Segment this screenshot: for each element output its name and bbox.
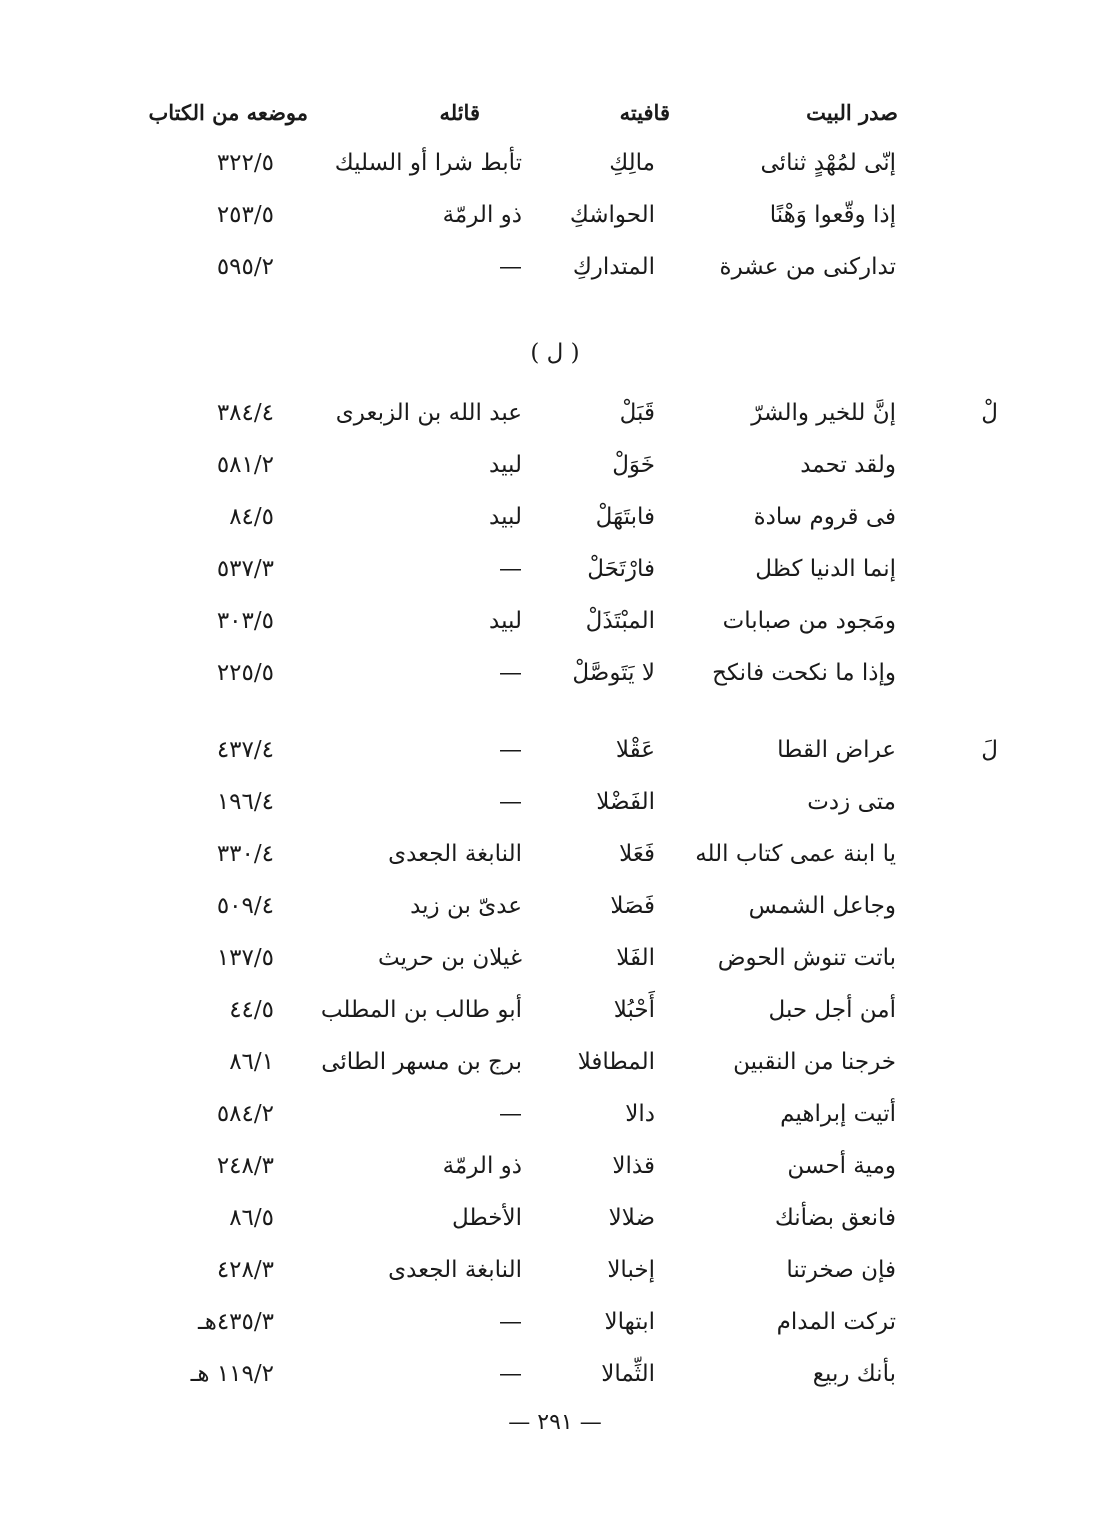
table-row — [0, 660, 1110, 706]
header-qafia: قافيته — [619, 100, 670, 125]
header-qail: قائله — [439, 100, 480, 125]
verse-reference: ٣٠٣/٥ — [216, 608, 274, 634]
table-row — [0, 254, 1110, 300]
verse-opening: إنَّ للخير والشرّ — [751, 400, 896, 426]
verse-opening: إذا وقّعوا وَهْنًا — [769, 202, 896, 228]
page-number: — ٢٩١ — — [508, 1410, 602, 1435]
verse-reference: ٤٢٨/٣ — [216, 1257, 274, 1283]
verse-rhyme: قَبَلْ — [619, 400, 655, 426]
verse-opening: بأنك ربيع — [812, 1361, 896, 1387]
verse-poet: — — [499, 1309, 522, 1335]
verse-rhyme: قذالا — [612, 1153, 655, 1179]
table-row — [0, 1361, 1110, 1407]
verse-rhyme: إخبالا — [607, 1257, 655, 1283]
verse-opening: فإن صخرتنا — [786, 1257, 896, 1283]
verse-opening: باتت تنوش الحوض — [717, 945, 896, 971]
verse-opening: فانعق بضأنك — [774, 1205, 896, 1231]
verse-opening: أتيت إبراهيم — [780, 1101, 896, 1127]
verse-opening: فى قروم سادة — [753, 504, 896, 530]
verse-rhyme: فارْتَحَلْ — [587, 556, 655, 582]
verse-reference: ٤٣٥/٣هـ — [197, 1309, 274, 1335]
verse-poet: — — [499, 556, 522, 582]
verse-poet: أبو طالب بن المطلب — [320, 997, 522, 1023]
verse-rhyme: دالا — [625, 1101, 655, 1127]
verse-poet: غيلان بن حريث — [377, 945, 522, 971]
verse-rhyme: الفَضْلا — [596, 789, 655, 815]
verse-poet: النابغة الجعدى — [388, 841, 522, 867]
verse-poet: تأبط شرا أو السليك — [334, 150, 522, 176]
table-row — [0, 893, 1110, 939]
verse-poet: لبيد — [489, 452, 522, 478]
table-row — [0, 1309, 1110, 1355]
verse-opening: يا ابنة عمى كتاب الله — [695, 841, 896, 867]
verse-rhyme: فابتَهَلْ — [595, 504, 655, 530]
table-row — [0, 1153, 1110, 1199]
verse-reference: ١٣٧/٥ — [216, 945, 274, 971]
verse-rhyme: فَعَلا — [619, 841, 655, 867]
table-row — [0, 997, 1110, 1043]
verse-opening: ومية أحسن — [787, 1153, 896, 1179]
table-row — [0, 1205, 1110, 1251]
verse-reference: ١١٩/٢ هـ — [190, 1361, 274, 1387]
table-header — [0, 100, 1110, 140]
verse-rhyme: عَقْلا — [615, 737, 655, 763]
header-sadr: صدر البيت — [806, 100, 898, 125]
verse-opening: متى زدت — [807, 789, 896, 815]
verse-reference: ٣٢٢/٥ — [216, 150, 274, 176]
section-heading: ( ل ) — [530, 340, 580, 366]
table-row — [0, 737, 1110, 783]
verse-rhyme: مالِكِ — [609, 150, 655, 176]
table-row — [0, 1257, 1110, 1303]
verse-poet: عبد الله بن الزبعرى — [335, 400, 522, 426]
table-row — [0, 202, 1110, 248]
verse-reference: ١٩٦/٤ — [216, 789, 274, 815]
verse-rhyme: ضلالا — [608, 1205, 655, 1231]
table-row — [0, 789, 1110, 835]
verse-rhyme: الفَلا — [616, 945, 655, 971]
verse-poet: — — [499, 789, 522, 815]
table-row — [0, 841, 1110, 887]
verse-reference: ٢٢٥/٥ — [216, 660, 274, 686]
verse-rhyme: الحواشكِ — [569, 202, 655, 228]
table-row — [0, 945, 1110, 991]
verse-poet: — — [499, 737, 522, 763]
verse-reference: ٨٦/١ — [229, 1049, 274, 1075]
verse-rhyme: خَوَلْ — [612, 452, 655, 478]
verse-poet: لبيد — [489, 504, 522, 530]
verse-rhyme: المتداركِ — [572, 254, 655, 280]
verse-reference: ٢٤٨/٣ — [216, 1153, 274, 1179]
verse-reference: ٣٣٠/٤ — [216, 841, 274, 867]
verse-opening: إنما الدنيا كظل — [755, 556, 896, 582]
verse-poet: — — [499, 660, 522, 686]
verse-reference: ٨٤/٥ — [229, 504, 274, 530]
verse-rhyme: المطافلا — [577, 1049, 655, 1075]
verse-rhyme: المبْتَذَلْ — [585, 608, 655, 634]
verse-reference: ٤٤/٥ — [229, 997, 274, 1023]
verse-poet: — — [499, 1361, 522, 1387]
table-row — [0, 608, 1110, 654]
verse-reference: ٤٣٧/٤ — [216, 737, 274, 763]
table-row — [0, 1101, 1110, 1147]
table-row — [0, 1049, 1110, 1095]
rhyme-group-label: لَ — [981, 737, 998, 763]
verse-poet: الأخطل — [451, 1205, 522, 1231]
verse-opening: أمن أجل حبل — [768, 997, 896, 1023]
verse-reference: ٥٣٧/٣ — [216, 556, 274, 582]
verse-reference: ٢٥٣/٥ — [216, 202, 274, 228]
table-row — [0, 400, 1110, 446]
table-row — [0, 150, 1110, 196]
verse-rhyme: الثِّمالا — [601, 1361, 655, 1387]
verse-opening: تركت المدام — [776, 1309, 896, 1335]
verse-reference: ٥٠٩/٤ — [216, 893, 274, 919]
verse-opening: وجاعل الشمس — [748, 893, 896, 919]
verse-opening: تداركنى من عشرة — [719, 254, 896, 280]
table-row — [0, 556, 1110, 602]
table-row — [0, 504, 1110, 550]
verse-opening: خرجنا من النقبين — [733, 1049, 896, 1075]
table-row — [0, 452, 1110, 498]
verse-rhyme: فَصَلا — [610, 893, 655, 919]
verse-poet: ذو الرمّة — [442, 1153, 522, 1179]
verse-opening: وإذا ما نكحت فانكح — [712, 660, 896, 686]
verse-reference: ٥٨١/٢ — [216, 452, 274, 478]
verse-poet: — — [499, 254, 522, 280]
verse-poet: النابغة الجعدى — [388, 1257, 522, 1283]
verse-reference: ٥٩٥/٢ — [216, 254, 274, 280]
verse-poet: — — [499, 1101, 522, 1127]
verse-rhyme: ابتهالا — [604, 1309, 655, 1335]
verse-opening: إنّى لمُهْدٍ ثنائى — [760, 150, 896, 176]
verse-reference: ٨٦/٥ — [229, 1205, 274, 1231]
verse-opening: عراض القطا — [777, 737, 896, 763]
verse-poet: ذو الرمّة — [442, 202, 522, 228]
verse-poet: برج بن مسهر الطائى — [321, 1049, 522, 1075]
verse-opening: ولقد تحمد — [800, 452, 896, 478]
header-mawdi: موضعه من الكتاب — [148, 100, 308, 125]
verse-reference: ٣٨٤/٤ — [216, 400, 274, 426]
verse-rhyme: أَحْبُلا — [613, 997, 655, 1023]
verse-reference: ٥٨٤/٢ — [216, 1101, 274, 1127]
rhyme-group-label: لْ — [981, 400, 998, 426]
verse-poet: عدىّ بن زيد — [410, 893, 522, 919]
verse-opening: ومَجود من صبابات — [722, 608, 896, 634]
verse-rhyme: لا يَتَوصَّلْ — [572, 660, 655, 686]
verse-poet: لبيد — [489, 608, 522, 634]
